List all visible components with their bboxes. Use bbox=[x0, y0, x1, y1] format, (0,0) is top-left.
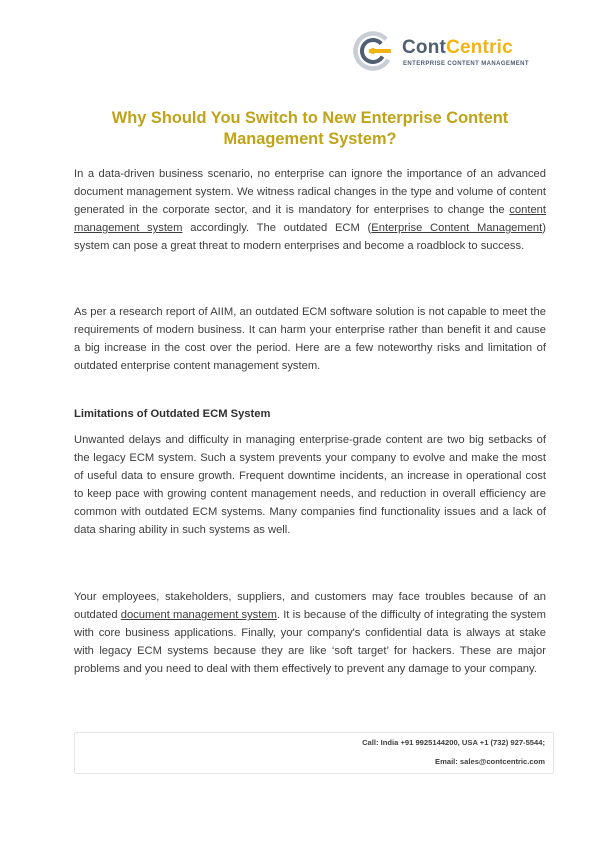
section-heading: Limitations of Outdated ECM System bbox=[74, 408, 271, 420]
contcentric-logo-icon bbox=[352, 29, 396, 75]
content-management-system-link[interactable]: content management system bbox=[74, 204, 546, 235]
paragraph-text: . It is because of the difficulty of integrating the system with core business applications. Finally, your company's confidential data is always at stake with legacy ECM systems because they are like ‘soft target’ for hackers. These are major problems and you need to deal with them effectively to prevent any damage to your company. bbox=[74, 609, 546, 676]
paragraph-text: accordingly. The outdated ECM ( bbox=[182, 222, 372, 235]
paragraph-aiim-report: As per a research report of AIIM, an outdated ECM software solution is not capable to meet the requirements of modern business. It can harm your enterprise rather than benefit it and cause a big increase in the cost over the period. Here are a few noteworthy risks and limitation of outdated enterprise content management system. bbox=[74, 306, 546, 373]
paragraph-risks bbox=[74, 588, 546, 678]
brand-name-part2: Centric bbox=[446, 37, 513, 58]
brand-name bbox=[402, 38, 513, 58]
article-title: Why Should You Switch to New Enterprise Content Management System? bbox=[111, 109, 509, 148]
paragraph-text: Your employees, stakeholders, suppliers, and customers may face troubles because of an outdated bbox=[74, 591, 546, 622]
brand-name-part1: Cont bbox=[402, 37, 447, 58]
paragraph-text: In a data-driven business scenario, no enterprise can ignore the importance of an advanced document management system. We witness radical changes in the type and volume of content generated in the corporate sector, and it is mandatory for enterprises to change the bbox=[74, 168, 546, 217]
enterprise-content-management-link[interactable]: Enterprise Content Management bbox=[371, 222, 543, 235]
paragraph-intro bbox=[74, 165, 546, 255]
contact-phone: Call: India +91 9925144200, USA +1 (732) 927-5544; bbox=[362, 738, 545, 747]
document-management-system-link[interactable]: document management system bbox=[120, 609, 277, 622]
contact-footer bbox=[74, 732, 554, 774]
paragraph-limitations: Unwanted delays and difficulty in managing enterprise-grade content are two big setbacks of the legacy ECM system. Such a system prevents your company to evolve and make the most of useful data to ensure growth. Frequent downtime incidents, an increase in operational cost to keep pace with growing content management needs, and reduction in overall efficiency are common with outdated ECM systems. Many companies find functionality issues and a lack of data sharing ability in such systems as well. bbox=[74, 434, 546, 537]
paragraph-text: ) system can pose a great threat to modern enterprises and become a roadblock to success. bbox=[74, 222, 546, 253]
brand-tagline: ENTERPRISE CONTENT MANAGEMENT bbox=[403, 61, 529, 67]
brand-logo[interactable] bbox=[352, 29, 532, 75]
contact-email[interactable]: Email: sales@contcentric.com bbox=[435, 757, 545, 766]
